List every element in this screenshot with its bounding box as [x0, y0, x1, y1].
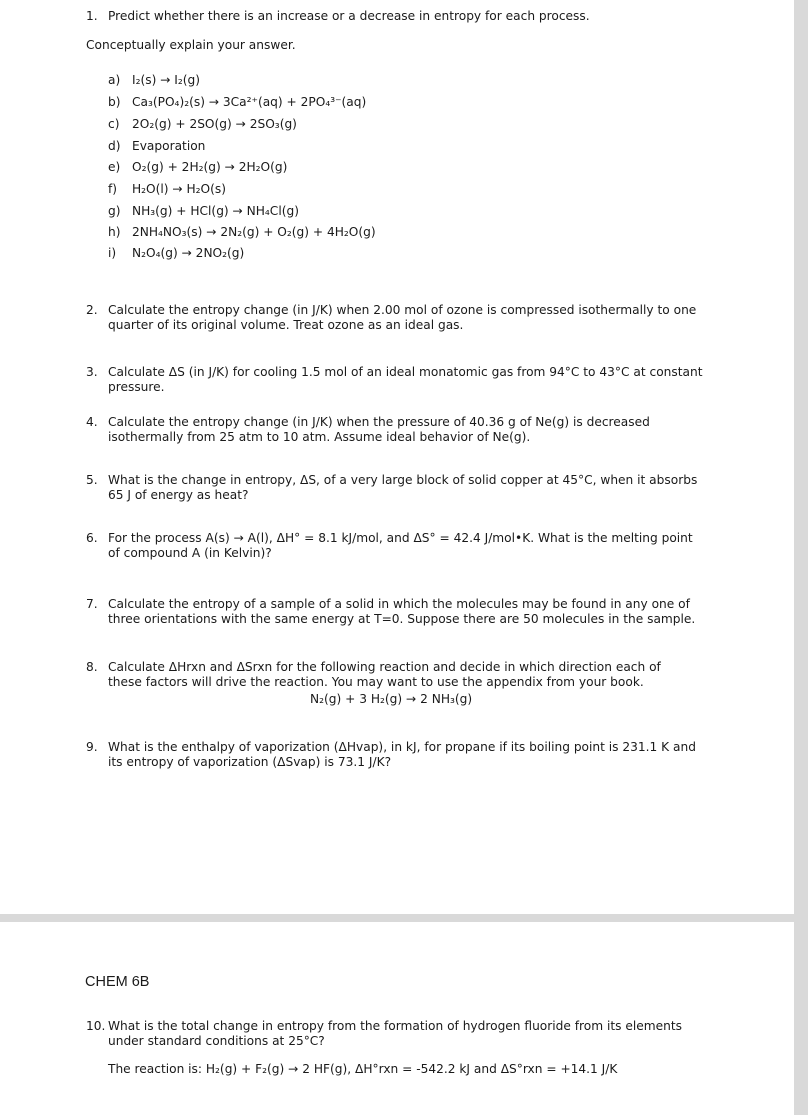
question-10-reaction: The reaction is: H₂(g) + F₂(g) → 2 HF(g), ΔH°rxn = -542.2 kJ and ΔS°rxn = +14.1 J/K: [108, 1062, 618, 1076]
question-number: 1.: [86, 9, 98, 23]
item-label: h): [108, 225, 121, 239]
item-text: NH₃(g) + HCl(g) → NH₄Cl(g): [132, 204, 299, 218]
question-number: 7.: [86, 597, 98, 611]
question-7-text: Calculate the entropy of a sample of a solid in which the molecules may be found in any one of three orientations with the same energy at T=0. Suppose there are 50 molecules in the sample.: [108, 597, 696, 626]
item-label: f): [108, 182, 118, 196]
item-label: c): [108, 117, 120, 131]
item-text: I₂(s) → I₂(g): [132, 73, 201, 87]
item-text: Ca₃(PO₄)₂(s) → 3Ca²⁺(aq) + 2PO₄³⁻(aq): [132, 95, 367, 109]
item-text: 2NH₄NO₃(s) → 2N₂(g) + O₂(g) + 4H₂O(g): [132, 225, 376, 239]
item-text: N₂O₄(g) → 2NO₂(g): [132, 246, 245, 260]
item-label: e): [108, 160, 121, 174]
item-text: Evaporation: [132, 139, 206, 153]
question-number: 6.: [86, 531, 98, 545]
question-number: 2.: [86, 303, 98, 317]
worksheet-page-2: [0, 922, 794, 1115]
item-label: g): [108, 204, 121, 218]
question-number: 8.: [86, 660, 98, 674]
item-label: i): [108, 246, 117, 260]
item-label: b): [108, 95, 121, 109]
item-text: 2O₂(g) + 2SO(g) → 2SO₃(g): [132, 117, 297, 131]
item-text: H₂O(l) → H₂O(s): [132, 182, 227, 196]
question-number: 10.: [86, 1019, 106, 1033]
question-number: 3.: [86, 365, 98, 379]
question-9-text: What is the enthalpy of vaporization (ΔHvap), in kJ, for propane if its boiling point is 231.1 K and its entropy of vaporization (ΔSvap) is 73.1 J/K?: [108, 740, 696, 769]
question-1-subprompt: Conceptually explain your answer.: [86, 38, 296, 52]
question-10-text: What is the total change in entropy from the formation of hydrogen fluoride from its elements under standard conditions at 25°C?: [108, 1019, 682, 1048]
item-label: d): [108, 139, 121, 153]
question-number: 4.: [86, 415, 98, 429]
question-1-prompt: Predict whether there is an increase or a decrease in entropy for each process.: [108, 9, 590, 23]
question-6-text: For the process A(s) → A(l), ΔH° = 8.1 kJ/mol, and ΔS° = 42.4 J/mol•K. What is the melting point of compound A (in Kelvin)?: [108, 531, 693, 560]
question-number: 5.: [86, 473, 98, 487]
question-2-text: Calculate the entropy change (in J/K) when 2.00 mol of ozone is compressed isothermally to one quarter of its original volume. Treat ozone as an ideal gas.: [108, 303, 697, 332]
course-header: CHEM 6B: [85, 974, 150, 990]
question-3-text: Calculate ΔS (in J/K) for cooling 1.5 mol of an ideal monatomic gas from 94°C to 43°C at constant pressure.: [108, 365, 703, 394]
question-5-text: What is the change in entropy, ΔS, of a very large block of solid copper at 45°C, when it absorbs 65 J of energy as heat?: [108, 473, 698, 502]
item-label: a): [108, 73, 121, 87]
question-number: 9.: [86, 740, 98, 754]
item-text: O₂(g) + 2H₂(g) → 2H₂O(g): [132, 160, 288, 174]
question-8-text: Calculate ΔHrxn and ΔSrxn for the following reaction and decide in which direction each of these factors will drive the reaction. You may want to use the appendix from your book.: [108, 660, 661, 689]
question-8-equation: N₂(g) + 3 H₂(g) → 2 NH₃(g): [310, 692, 473, 706]
question-4-text: Calculate the entropy change (in J/K) when the pressure of 40.36 g of Ne(g) is decreased isothermally from 25 atm to 10 atm. Assume ideal behavior of Ne(g).: [108, 415, 650, 444]
